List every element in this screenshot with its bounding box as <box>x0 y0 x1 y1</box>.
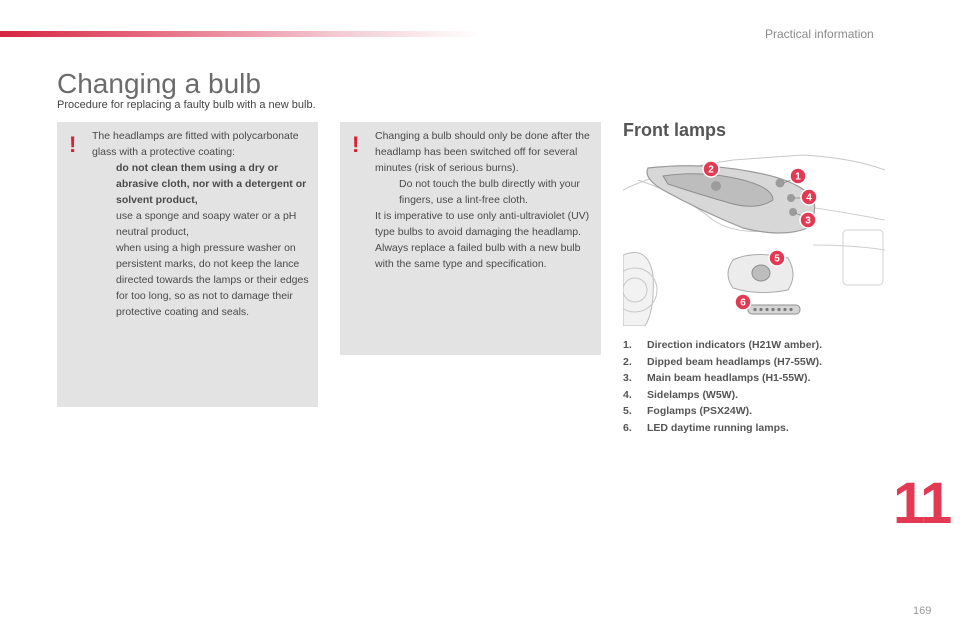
legend-number: 2. <box>623 355 632 368</box>
legend-item <box>623 337 822 354</box>
warning-paragraph: It is imperative to use only anti-ultraviolet (UV) type bulbs to avoid damaging the headlamp. <box>375 210 590 238</box>
warning-bullet-text: do not clean them using a dry or abrasive cloth, nor with a detergent or solvent product, <box>116 162 307 206</box>
front-lamps-illustration <box>623 150 885 326</box>
warning-box-coating-content <box>92 128 310 320</box>
legend-number: 5. <box>623 405 632 418</box>
callout-label: 6 <box>740 297 746 309</box>
warning-bullet <box>92 240 310 320</box>
callout-label: 3 <box>805 215 811 227</box>
callout-label: 5 <box>774 253 780 265</box>
callout-label: 2 <box>708 164 714 176</box>
legend-number: 6. <box>623 421 632 434</box>
legend-item <box>623 403 822 420</box>
exclamation-icon: ! <box>352 132 360 157</box>
legend-text: Dipped beam headlamps (H7-55W). <box>647 355 823 368</box>
legend-text: Main beam headlamps (H1-55W). <box>647 372 811 385</box>
legend-number: 1. <box>623 339 632 351</box>
warning-paragraph: Changing a bulb should only be done after the headlamp has been switched off for several minutes (risk of serious burns). <box>375 130 590 174</box>
page-title: Changing a bulb <box>57 68 261 99</box>
callout-label: 4 <box>806 192 812 204</box>
front-lamps-title: Front lamps <box>623 120 727 140</box>
warning-bullet-text: use a sponge and soapy water or a pH neutral product, <box>116 210 297 238</box>
legend-text: Direction indicators (H21W amber). <box>647 339 823 351</box>
legend-item <box>623 354 822 371</box>
legend-number: 4. <box>623 388 632 401</box>
legend-item <box>623 420 822 437</box>
warning-box-bulb-content <box>375 128 593 272</box>
chapter-number: 11 <box>893 471 951 536</box>
callout-label: 1 <box>795 171 801 183</box>
warning-bullet <box>92 160 310 208</box>
legend-text: LED daytime running lamps. <box>647 421 789 434</box>
warning-bullet-text: Do not touch the bulb directly with your fingers, use a lint-free cloth. <box>399 178 580 206</box>
exclamation-icon: ! <box>69 132 77 157</box>
warning-paragraph: Always replace a failed bulb with a new bulb with the same type and specification. <box>375 242 581 270</box>
warning-paragraph: The headlamps are fitted with polycarbonate glass with a protective coating: <box>92 130 299 158</box>
legend-item <box>623 370 822 387</box>
section-label: Practical information <box>765 27 874 41</box>
legend-item <box>623 387 822 404</box>
warning-box-bulb <box>340 122 601 355</box>
front-lamps-legend <box>623 337 822 437</box>
legend-text: Foglamps (PSX24W). <box>647 405 753 418</box>
legend-number: 3. <box>623 372 632 385</box>
header-accent-bar <box>0 31 480 37</box>
warning-bullet <box>92 208 310 240</box>
intro-text: Procedure for replacing a faulty bulb with a new bulb. <box>57 99 316 111</box>
page-number: 169 <box>913 605 932 617</box>
warning-box-coating <box>57 122 318 407</box>
legend-text: Sidelamps (W5W). <box>647 388 739 401</box>
warning-bullet-text: when using a high pressure washer on persistent marks, do not keep the lance directed towards the lamps or their edges for too long, so as not to damage their protective coating and seals. <box>116 242 309 318</box>
warning-bullet <box>375 176 593 208</box>
